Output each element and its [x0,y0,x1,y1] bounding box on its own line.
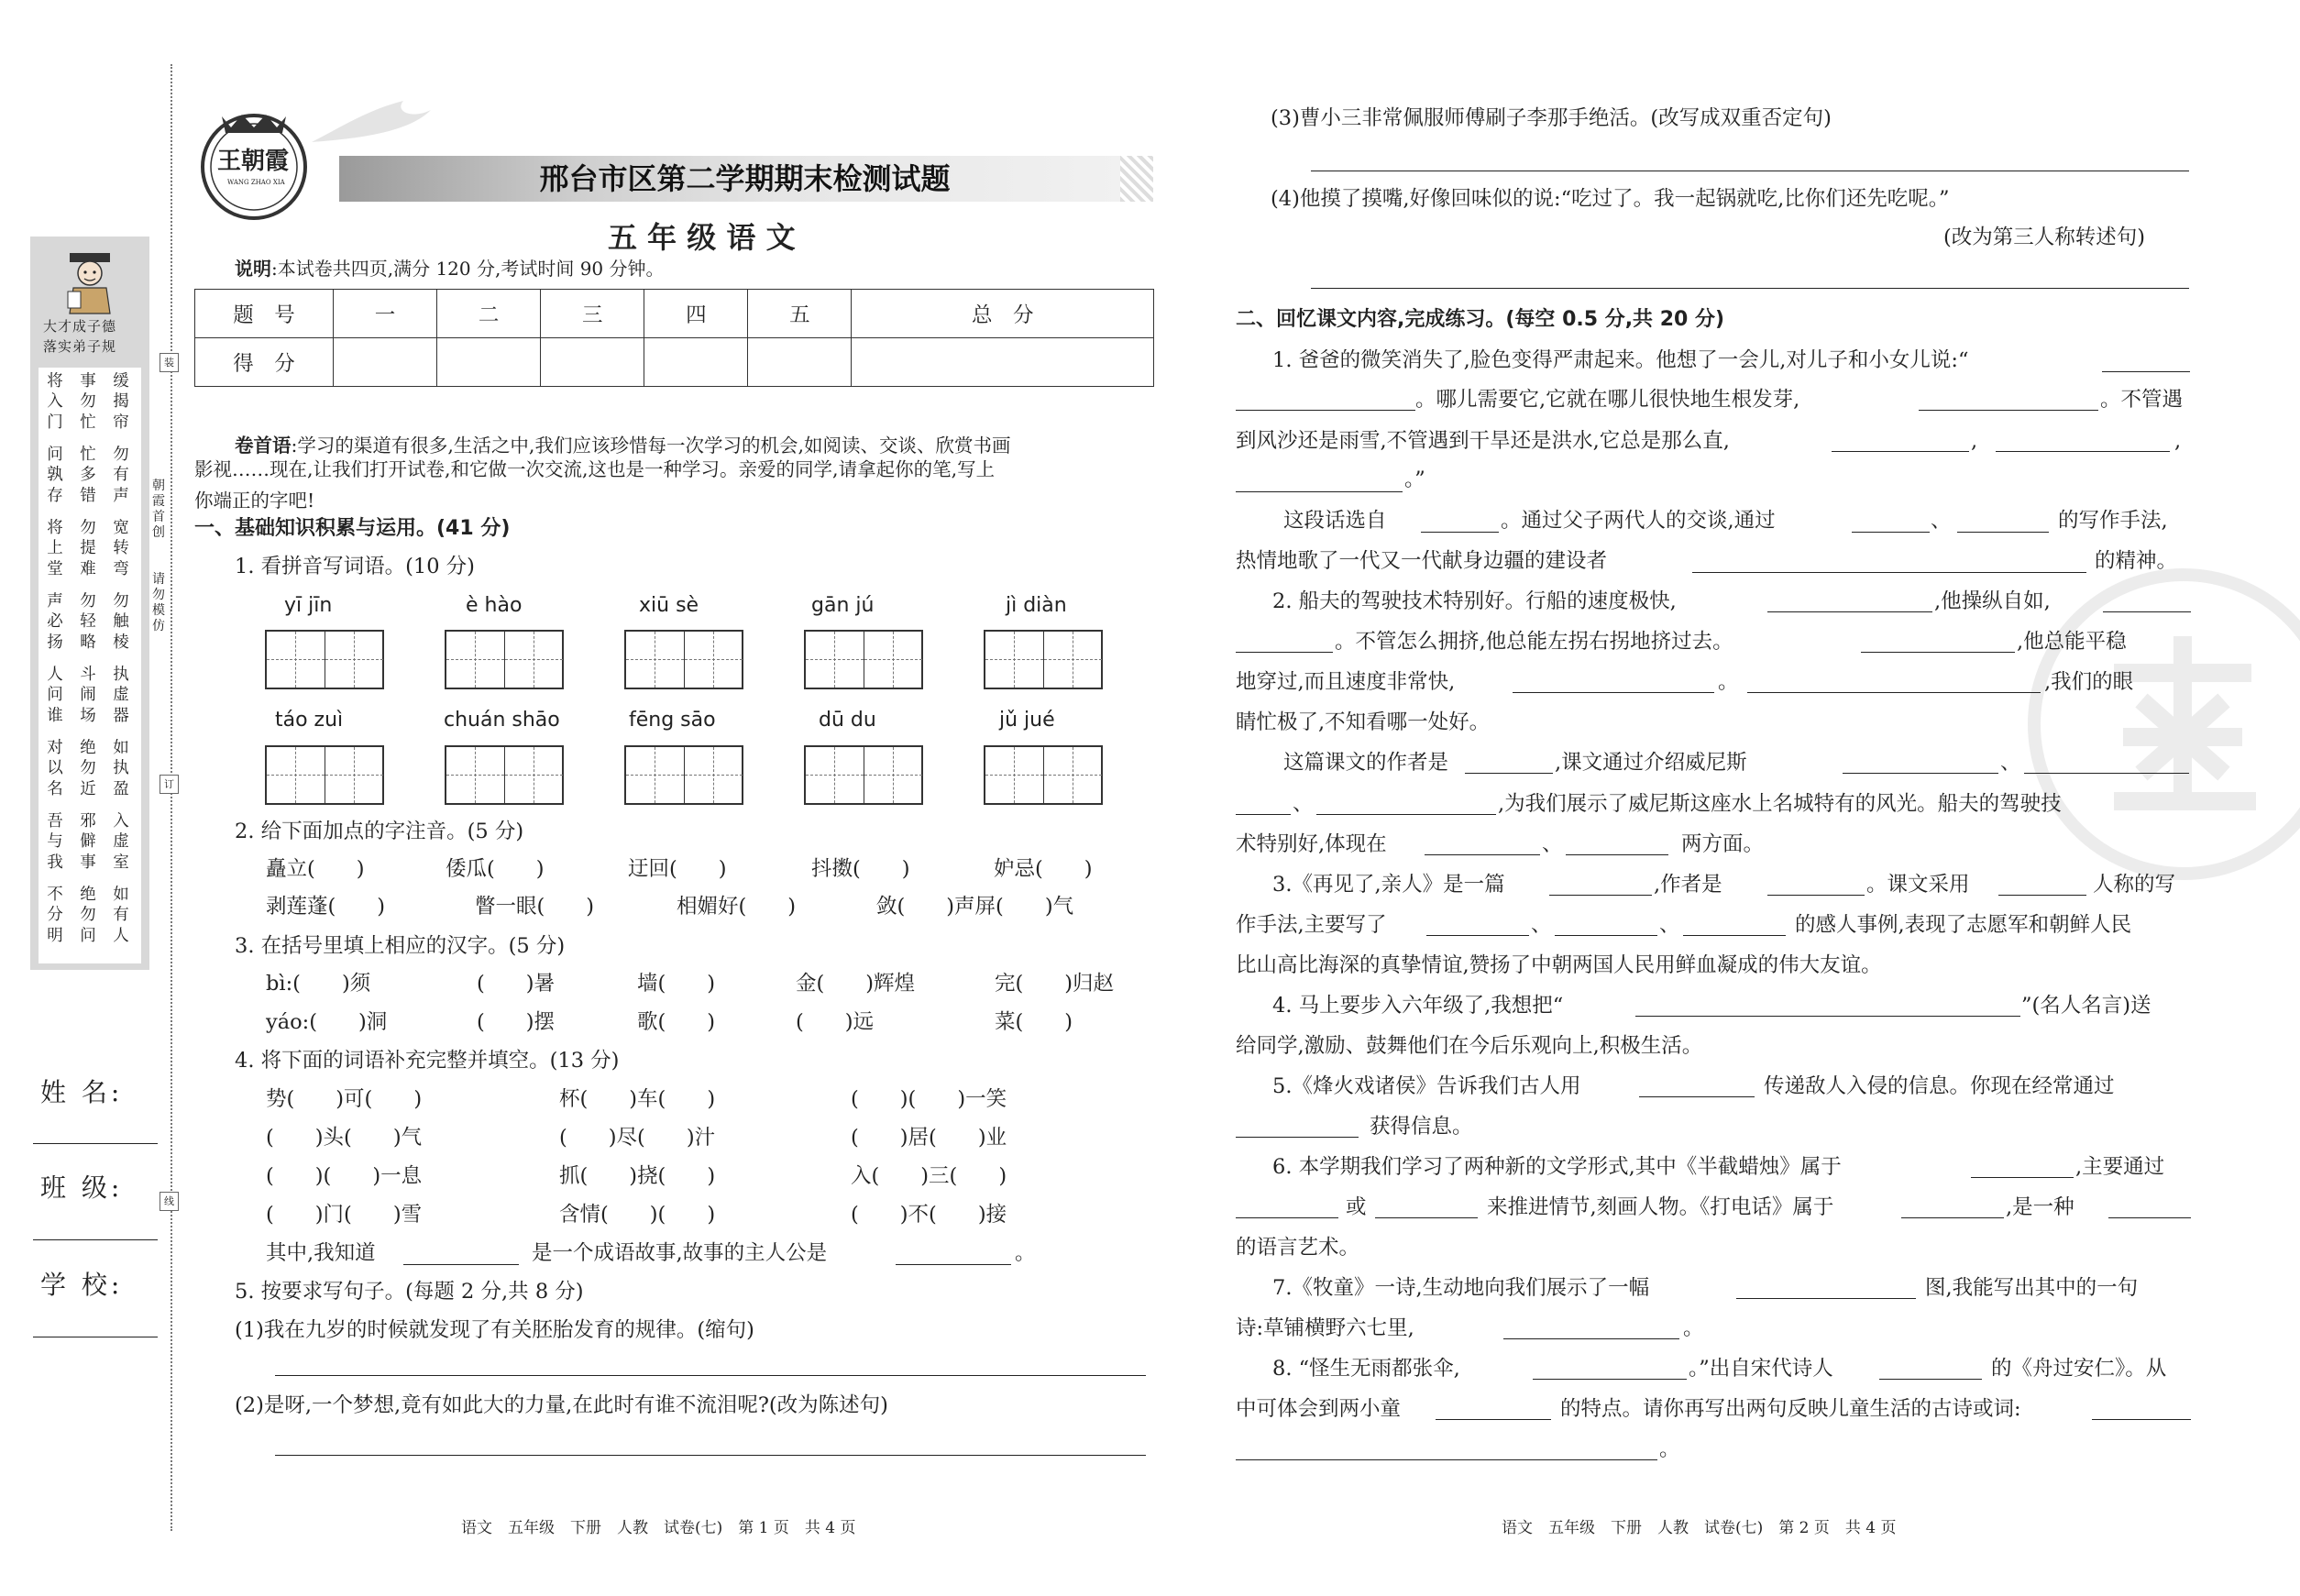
name-label: 姓 名: [40,1077,124,1107]
brand-logo-sub: WANG ZHAO XIA [227,179,285,186]
s2-text: 的精神。 [2095,549,2178,573]
s2-blank[interactable] [1736,1298,1916,1299]
rule-text: 吾与我 [47,812,63,872]
q4-item[interactable]: 杯( )车( ) [559,1087,716,1111]
q4-item[interactable]: 势( )可( ) [266,1087,423,1111]
answer-box[interactable] [984,630,1103,689]
s2-text: ,是一种 [2006,1195,2074,1219]
rule-text: 事勿忙 [80,372,96,432]
answer-box[interactable] [804,630,923,689]
brand-logo [194,105,314,225]
q4-item[interactable]: ( )( )一息 [266,1164,423,1188]
s2-text: ,为我们展示了威尼斯这座水上名城特有的风光。船夫的驾驶技 [1498,792,2062,816]
s2-text: 作手法,主要写了 [1236,913,1387,937]
q3-item[interactable]: ( )暑 [477,972,556,996]
pinyin-label: fēng sāo [629,709,716,732]
answer-box[interactable] [624,630,743,689]
rule-text: 斗闹场 [80,666,96,725]
s2-blank[interactable] [1425,854,1540,855]
s2-text: ,他总能平稳 [2017,630,2127,654]
rule-text: 绝勿近 [80,739,96,798]
s2-text: 5.《烽火戏诸侯》告诉我们古人用 [1272,1074,1581,1098]
q3-item[interactable]: yáo:( )洞 [266,1010,388,1034]
preface-line-1 [235,436,1010,456]
s2-blank[interactable] [2108,1217,2191,1218]
q5-1-answer-line[interactable] [275,1375,1146,1376]
s2-text: 获得信息。 [1370,1115,1473,1139]
s2-text: 。”出自宋代诗人 [1689,1357,1833,1381]
q4-tail-text: 其中,我知道 [266,1241,376,1265]
pinyin-label: jì diàn [1006,594,1067,617]
q4-item[interactable]: ( )门( )雪 [266,1203,423,1227]
s2-text: 。课文采用 [1866,873,1970,897]
q5-2-answer-line[interactable] [275,1455,1146,1456]
s2-text: 两方面。 [1681,832,1765,856]
s2-text: 诗:草铺横野六七里, [1236,1316,1414,1340]
s2-blank[interactable] [1503,1338,1679,1339]
rule-text: 勿提难 [80,519,96,578]
s2-blank[interactable] [1421,532,1499,533]
s2-blank[interactable] [1957,532,2049,533]
s2-text: 比山高比海深的真挚情谊,赞扬了中朝两国人民用鲜血凝成的伟大友谊。 [1236,953,1882,977]
school-label: 学 校: [40,1270,124,1300]
q3-item[interactable]: bì:( )须 [266,972,371,996]
s2-text: 。哪儿需要它,它就在哪儿很快地生根发芽, [1415,388,1800,412]
q5-4-note: (改为第三人称转述句) [1943,226,2146,249]
s2-text: 到风沙还是雨雪,不管遇到干旱还是洪水,它总是那么直, [1236,429,1730,453]
q2-item[interactable]: 瞥一眼( ) [475,895,595,919]
rule-text: 邪僻事 [80,812,96,872]
banner-pattern [1120,156,1153,202]
page-footer-right: 语文 五年级 下册 人教 试卷(七) 第 2 页 共 4 页 [1502,1519,1897,1537]
s2-text: 8. “怪生无雨都张伞, [1272,1357,1460,1381]
rules-strip [30,237,149,970]
answer-box[interactable] [445,745,564,805]
score-cell[interactable] [748,338,852,387]
q5-3-prompt: (3)曹小三非常佩服师傅刷子李那手绝活。(改写成双重否定句) [1271,106,1832,130]
pinyin-label: dū du [819,709,876,732]
pinyin-label: jǔ jué [999,709,1055,732]
q3-item[interactable]: ( )远 [796,1010,875,1034]
s2-blank[interactable] [1236,491,1403,492]
s2-text: , [1971,429,1978,453]
q3-item[interactable]: ( )摆 [477,1010,556,1034]
title-banner [339,156,1150,202]
s2-blank[interactable] [2092,1419,2191,1420]
s2-blank[interactable] [1635,1016,2020,1017]
rule-text: 勿触棱 [113,592,129,652]
score-table-score-row [195,338,1154,387]
score-header-cell: 一 [334,290,437,338]
rule-text: 勿有声 [113,446,129,505]
s2-text: 、 [1542,832,1563,856]
rule-text: 绝勿问 [80,886,96,945]
score-header-cell: 二 [437,290,541,338]
s2-text: ,课文通过介绍威尼斯 [1555,751,1747,775]
s2-text: ,他操纵自如, [1934,589,2051,613]
score-cell[interactable] [334,338,437,387]
rule-text: 执虚器 [113,666,129,725]
s2-text: 7.《牧童》一诗,生动地向我们展示了一幅 [1272,1276,1650,1300]
s2-text: 6. 本学期我们学习了两种新的文学形式,其中《半截蜡烛》属于 [1272,1155,1842,1179]
s2-blank[interactable] [1692,572,2086,573]
binding-seal: 订 [160,775,179,794]
mascot-caption-1: 大才成子德 [43,318,117,335]
q2-item[interactable]: 矗立( ) [266,857,365,881]
rule-text: 对以名 [47,739,63,798]
q4-item[interactable]: ( )( )一笑 [851,1087,1007,1111]
s2-blank[interactable] [1639,1096,1755,1097]
mascot-icon [64,248,116,315]
score-table [194,289,1154,387]
s2-text: 。 [1718,670,1739,694]
s2-text: 的《舟过安仁》。从 [1991,1357,2167,1381]
s2-text: 。通过父子两代人的交谈,通过 [1501,509,1776,533]
q5-2-prompt: (2)是呀,一个梦想,竟有如此大的力量,在此时有谁不流泪呢?(改为陈述句) [235,1393,888,1417]
instructions-text: :本试卷共四页,满分 120 分,考试时间 90 分钟。 [271,258,665,280]
q3-item[interactable]: 墙( ) [637,972,716,996]
s2-text: 传递敌人入侵的信息。你现在经常通过 [1764,1074,2115,1098]
q4-blank[interactable] [896,1264,1011,1265]
rule-text: 如执盈 [113,739,129,798]
s2-blank[interactable] [1996,451,2170,452]
s2-blank[interactable] [1236,652,1333,653]
rule-text: 如有人 [113,886,129,945]
s2-blank[interactable] [1426,935,1529,936]
s2-text: 术特别好,体现在 [1236,832,1387,856]
s2-text: 给同学,激励、鼓舞他们在今后乐观向上,积极生活。 [1236,1034,1703,1058]
q2-item[interactable]: 迂回( ) [628,857,727,881]
score-header-cell: 总 分 [852,290,1154,338]
score-row-label: 得 分 [195,338,334,387]
s2-blank[interactable] [1533,1379,1687,1380]
s2-text: 、 [2000,751,2021,775]
class-field[interactable] [33,1239,158,1240]
q3-item[interactable]: 金( )辉煌 [796,972,916,996]
q5-1-prompt: (1)我在九岁的时候就发现了有关胚胎发育的规律。(缩句) [235,1318,754,1342]
rule-text: 勿轻略 [80,592,96,652]
score-cell[interactable] [644,338,748,387]
s2-blank[interactable] [1236,1137,1359,1138]
pinyin-label: è hào [466,594,523,617]
q4-tail-text: 。 [1015,1241,1036,1265]
rule-text: 忙多错 [80,446,96,505]
s2-text: 图,我能写出其中的一句 [1925,1276,2139,1300]
q4-item[interactable]: 入( )三( ) [851,1164,1007,1188]
binding-line [171,64,172,1531]
page-title: 邢台市区第二学期期末检测试题 [539,161,951,196]
q3-item[interactable]: 完( )归赵 [995,972,1115,996]
s2-text: 热情地歌了一代又一代献身边疆的建设者 [1236,549,1608,573]
s2-blank[interactable] [2024,773,2189,774]
s2-blank[interactable] [1879,1379,1982,1380]
pinyin-label: gān jú [811,594,875,617]
s2-text: 。不管怎么拥挤,他总能左拐右拐地挤过去。 [1335,630,1733,654]
q4-tail-text: 是一个成语故事,故事的主人公是 [532,1241,828,1265]
s2-blank[interactable] [1236,410,1415,411]
rule-text: 将上堂 [47,519,63,578]
instructions-label: 说明 [235,258,271,280]
ribbon-decoration [303,92,440,147]
mascot-caption-2: 落实弟子规 [43,338,117,355]
preface-text: :学习的渠道有很多,生活之中,我们应该珍惜每一次学习的机会,如阅读、交谈、欣赏书画 [291,435,1011,457]
s2-text: 人称的写 [2093,873,2176,897]
s2-text: 。 [1683,1316,1704,1340]
s2-text: 或 [1346,1195,1367,1219]
q3-item[interactable]: 歌( ) [637,1010,716,1034]
s2-text: ,主要通过 [2075,1155,2165,1179]
subject-title: 五 年 级 语 文 [608,220,796,255]
brand-logo-text: 王朝霞 [217,148,290,175]
binding-note: 请勿模仿 [152,572,165,633]
s2-text: 这段话选自 [1283,509,1387,533]
preface-line-2: 影视……现在,让我们打开试卷,和它做一次交流,这也是一种学习。亲爱的同学,请拿起你的笔,写上 [194,458,996,480]
rule-text: 将入门 [47,372,63,432]
s2-blank[interactable] [1843,773,1998,774]
s2-blank[interactable] [1236,1459,1657,1460]
s2-text: 、 [1931,509,1952,533]
answer-box[interactable] [265,745,384,805]
s2-blank[interactable] [1767,611,1932,612]
score-table-header-row [195,290,1154,338]
s2-text: 。不管遇 [2100,388,2184,412]
pinyin-label: xiū sè [639,594,699,617]
s2-blank[interactable] [1852,532,1930,533]
name-field[interactable] [33,1143,158,1144]
q2-item[interactable]: 倭瓜( ) [446,857,545,881]
pinyin-label: chuán shāo [444,709,560,732]
s2-text: 的语言艺术。 [1236,1236,1360,1260]
s2-blank[interactable] [1375,1217,1478,1218]
s2-text: 睛忙极了,不知看哪一处好。 [1236,710,1491,734]
rule-text: 不分明 [47,886,63,945]
s2-text: ”(名人名言)送 [2021,994,2151,1018]
q4-item[interactable]: ( )头( )气 [266,1126,423,1150]
s2-blank[interactable] [1566,854,1668,855]
s2-blank[interactable] [1971,1177,2074,1178]
rule-text: 缓揭帘 [113,372,129,432]
rule-text: 人问谁 [47,666,63,725]
s2-text: 、 [1659,913,1680,937]
rule-text: 入虚室 [113,812,129,872]
s2-blank[interactable] [1919,410,2098,411]
s2-text: 2. 船夫的驾驶技术特别好。行船的速度极快, [1272,589,1677,613]
s2-blank[interactable] [1861,652,2015,653]
q2-title: 2. 给下面加点的字注音。(5 分) [235,820,524,843]
s2-blank[interactable] [1513,692,1714,693]
pinyin-label: táo zuì [275,709,344,732]
score-cell[interactable] [437,338,541,387]
s2-blank[interactable] [1465,773,1553,774]
q4-item[interactable]: ( )居( )业 [851,1126,1007,1150]
s2-text: ,作者是 [1654,873,1722,897]
s2-text: 、 [1293,792,1314,816]
s2-blank[interactable] [1555,935,1657,936]
answer-box[interactable] [624,745,743,805]
s2-blank[interactable] [1436,1419,1551,1420]
s2-text: 1. 爸爸的微笑消失了,脸色变得严肃起来。他想了一会儿,对儿子和小女儿说:“ [1272,348,1969,372]
q3-title: 3. 在括号里填上相应的汉字。(5 分) [235,934,566,958]
instructions [235,259,665,278]
rule-text: 问孰存 [47,446,63,505]
q4-blank[interactable] [403,1264,519,1265]
preface-label: 卷首语 [235,435,292,457]
s2-text: 。” [1404,468,1425,491]
q4-item[interactable]: ( )不( )接 [851,1203,1007,1227]
preface-line-3: 你端正的字吧! [194,490,315,512]
score-header-cell: 五 [748,290,852,338]
rule-text: 声必扬 [47,592,63,652]
page-footer-left: 语文 五年级 下册 人教 试卷(七) 第 1 页 共 4 页 [461,1519,856,1537]
s2-text: 这篇课文的作者是 [1283,751,1449,775]
rule-text: 宽转弯 [113,519,129,578]
s2-text: 4. 马上要步入六年级了,我想把“ [1272,994,1564,1018]
binding-seal: 线 [160,1192,179,1211]
binding-note: 朝霞首创 [152,479,165,540]
rules-columns [39,368,141,963]
q5-title: 5. 按要求写句子。(每题 2 分,共 8 分) [235,1280,584,1304]
s2-blank[interactable] [1549,895,1652,896]
s2-text: 3.《再见了,亲人》是一篇 [1272,873,1505,897]
s2-text: , [2174,429,2182,453]
score-cell[interactable] [852,338,1154,387]
answer-box[interactable] [984,745,1103,805]
s2-text: 。 [1659,1437,1680,1461]
q4-title: 4. 将下面的词语补充完整并填空。(13 分) [235,1049,620,1073]
q2-item[interactable]: 敛( )声屏( )气 [876,895,1074,919]
s2-blank[interactable] [1236,1217,1338,1218]
q2-item[interactable]: 相媚好( ) [677,895,797,919]
s2-text: 中可体会到两小童 [1236,1397,1402,1421]
s2-text: 来推进情节,刻画人物。《打电话》属于 [1487,1195,1834,1219]
s2-blank[interactable] [1998,895,2086,896]
s2-blank[interactable] [1767,895,1865,896]
score-header-cell: 四 [644,290,748,338]
s2-text: 的感人事例,表现了志愿军和朝鲜人民 [1795,913,2132,937]
q4-item[interactable]: 抓( )挠( ) [559,1164,716,1188]
binding-seal: 装 [160,353,179,372]
score-header-cell: 题 号 [195,290,334,338]
q5-4-answer-line[interactable] [1311,288,2189,289]
answer-box[interactable] [804,745,923,805]
section-1-title: 一、基础知识积累与运用。(41 分) [194,517,511,540]
s2-blank[interactable] [1747,692,2041,693]
answer-box[interactable] [265,630,384,689]
s2-text: 的特点。请你再写出两句反映儿童生活的古诗或词: [1560,1397,2021,1421]
q2-item[interactable]: 剥莲蓬( ) [266,895,386,919]
q3-item[interactable]: 菜( ) [995,1010,1073,1034]
s2-text: 地穿过,而且速度非常快, [1236,670,1456,694]
score-header-cell: 三 [541,290,644,338]
q2-item[interactable]: 妒忌( ) [994,857,1093,881]
s2-blank[interactable] [1683,935,1786,936]
q4-item[interactable]: ( )尽( )汁 [559,1126,716,1150]
q4-item[interactable]: 含情( )( ) [559,1203,716,1227]
s2-blank[interactable] [1316,814,1496,815]
s2-text: 、 [1531,913,1552,937]
s2-blank[interactable] [1832,451,1969,452]
q1-title: 1. 看拼音写词语。(10 分) [235,555,475,578]
s2-blank[interactable] [1901,1217,2004,1218]
answer-box[interactable] [445,630,564,689]
s2-text: 的写作手法, [2058,509,2168,533]
score-cell[interactable] [541,338,644,387]
pinyin-label: yī jīn [284,594,333,617]
class-label: 班 级: [40,1172,124,1203]
s2-blank[interactable] [2102,371,2190,372]
q5-4-prompt: (4)他摸了摸嘴,好像回味似的说:“吃过了。我一起锅就吃,比你们还先吃呢。” [1271,187,1950,211]
s2-blank[interactable] [2103,611,2191,612]
watermark-seal [2028,568,2300,880]
s2-text: ,我们的眼 [2044,670,2134,694]
s2-blank[interactable] [1236,814,1291,815]
section-2-title: 二、回忆课文内容,完成练习。(每空 0.5 分,共 20 分) [1236,308,1725,331]
q2-item[interactable]: 抖擞( ) [811,857,910,881]
